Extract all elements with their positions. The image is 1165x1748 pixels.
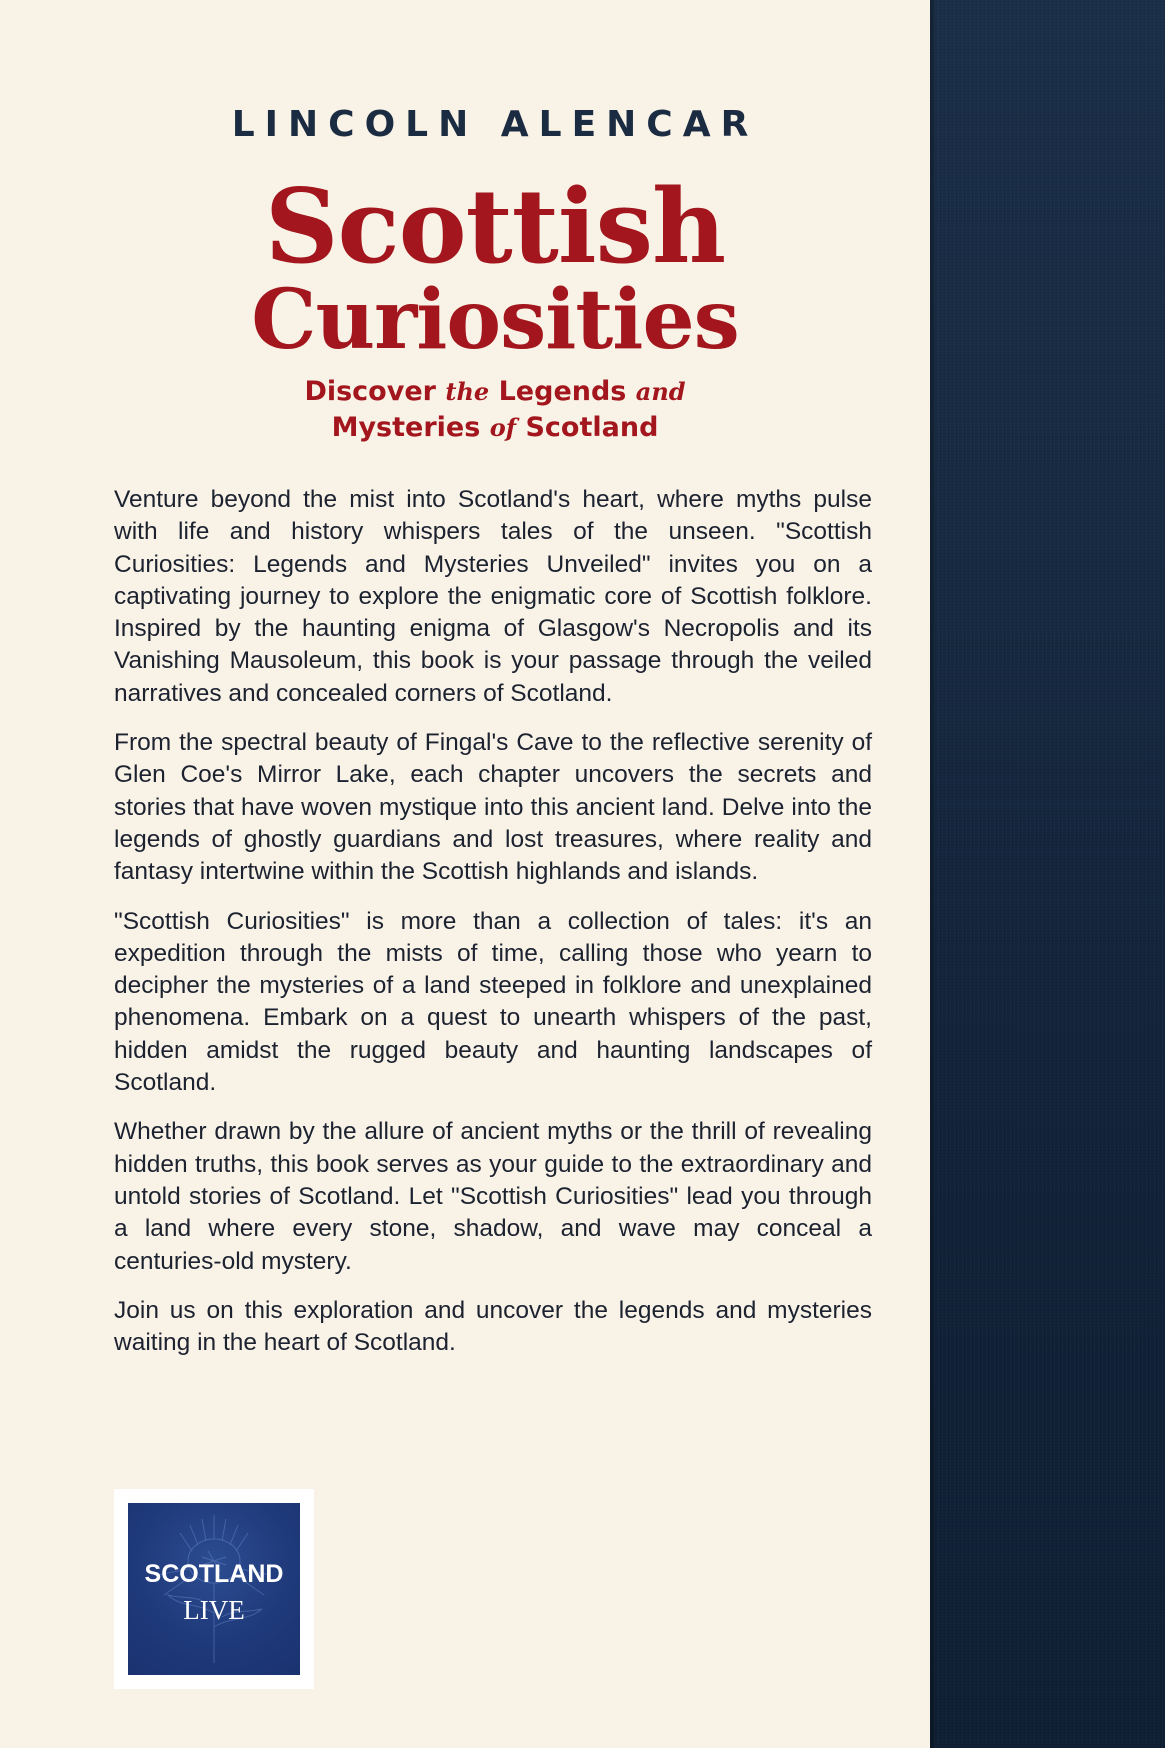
publisher-logo: [128, 1503, 300, 1675]
blurb-paragraph: Venture beyond the mist into Scotland's heart, where myths pulse with life and history whispers tales of the unseen. "Scottish Curiosities: Legends and Mysteries Unveiled" invites you on a captivating journey to explore the enigmatic core of Scottish folklore. Inspired by the haunting enigma of Glasgow's Necropolis and its Vanishing Mausoleum, this book is your passage through the veiled narratives and concealed corners of Scotland.: [114, 486, 872, 707]
subtitle-connector: and: [635, 377, 686, 406]
blurb-paragraph: From the spectral beauty of Fingal's Cave to the reflective serenity of Glen Coe's Mirror Lake, each chapter uncovers the secrets and stories that have woven mystique into this ancient land. Delve into the legends of ghostly guardians and lost treasures, where reality and fantasy intertwine within the Scottish highlands and islands.: [114, 729, 872, 886]
spine-shadow: [930, 0, 936, 1748]
book-title-line-1: Scottish: [264, 167, 726, 287]
blurb-paragraph: "Scottish Curiosities" is more than a collection of tales: it's an expedition through the mists of time, calling those who yearn to decipher the mysteries of a land steeped in folklore and unexplained phenomena. Embark on a quest to unearth whispers of the past, hidden amidst the rugged beauty and haunting landscapes of Scotland.: [114, 907, 872, 1097]
book-title-line-2: Curiosities: [251, 272, 739, 368]
spine-panel: [930, 0, 1165, 1748]
publisher-logo-subtext: LIVE: [183, 1595, 245, 1625]
blurb-paragraph: Join us on this exploration and uncover the legends and mysteries waiting in the heart of Scotland.: [114, 1296, 872, 1357]
thistle-icon: [128, 1503, 300, 1675]
publisher-logo-text: SCOTLAND: [144, 1560, 284, 1588]
book-subtitle-line-2: [0, 410, 990, 446]
subtitle-word: Discover: [304, 376, 436, 407]
blurb-text: [114, 484, 872, 1376]
subtitle-word: Mysteries: [331, 412, 481, 443]
author-name: LINCOLN ALENCAR: [231, 104, 759, 145]
book-subtitle-line-1: [0, 374, 990, 410]
subtitle-connector: the: [445, 377, 490, 406]
publisher-logo-frame: [114, 1489, 314, 1689]
subtitle-connector: of: [489, 413, 517, 442]
blurb-paragraph: Whether drawn by the allure of ancient myths or the thrill of revealing hidden truths, this book serves as your guide to the extraordinary and untold stories of Scotland. Let "Scottish Curiosities" lead you through a land where every stone, shadow, and wave may conceal a centuries-old mystery.: [114, 1118, 872, 1275]
subtitle-word: Legends: [498, 376, 627, 407]
subtitle-word: Scotland: [525, 412, 659, 443]
